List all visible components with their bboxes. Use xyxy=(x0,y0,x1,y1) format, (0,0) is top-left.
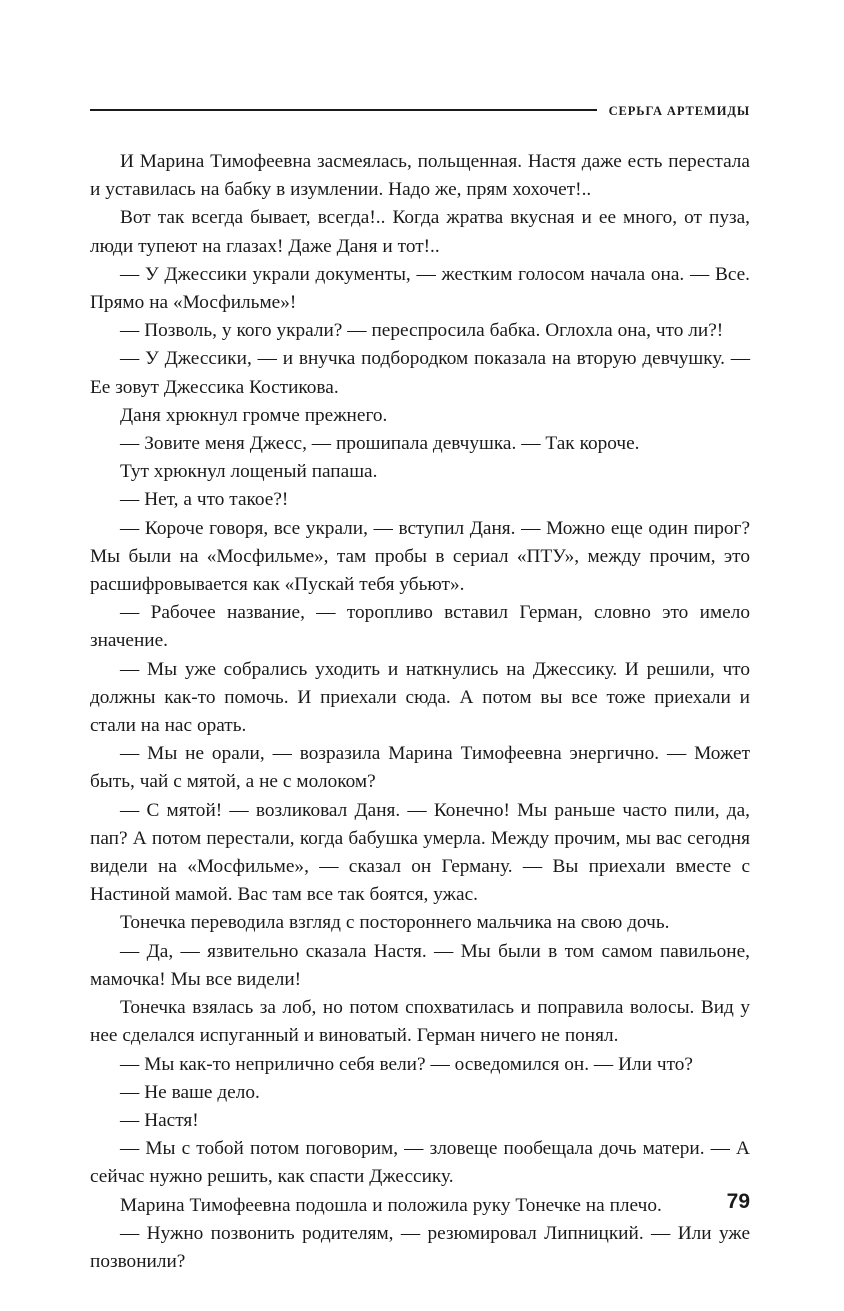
running-title: СЕРЬГА АРТЕМИДЫ xyxy=(608,103,750,118)
paragraph: — Короче говоря, все украли, — вступил Даня. — Можно еще один пирог? Мы были на «Мосфильме», там пробы в сериал «ПТУ», между прочим, это расшифровывается как «Пускай тебя убьют». xyxy=(90,517,750,596)
page-number: 79 xyxy=(726,1190,750,1213)
paragraph: — Не ваше дело. xyxy=(120,1081,260,1103)
paragraph: — Позволь, у кого украли? — переспросила бабка. Оглохла она, что ли?! xyxy=(120,320,724,342)
body-text xyxy=(90,148,750,1276)
paragraph: — У Джессики, — и внучка подбородком показала на вторую девчушку. — Ее зовут Джессика Костикова. xyxy=(90,348,750,398)
paragraph: — Нужно позвонить родителям, — резюмировал Липницкий. — Или уже позвонили? xyxy=(90,1222,750,1272)
paragraph: — Нет, а что такое?! xyxy=(120,489,289,511)
paragraph: — Да, — язвительно сказала Настя. — Мы были в том самом павильоне, мамочка! Мы все видели! xyxy=(90,940,750,990)
paragraph: — Настя! xyxy=(120,1109,199,1131)
header-rule xyxy=(90,109,597,111)
paragraph: — Мы уже собрались уходить и наткнулись на Джессику. И решили, что должны как-то помочь. И приехали сюда. А потом вы все тоже приехали и стали на нас орать. xyxy=(90,658,750,737)
paragraph: — Зовите меня Джесс, — прошипала девчушка. — Так короче. xyxy=(120,433,640,455)
paragraph: — С мятой! — возликовал Даня. — Конечно! Мы раньше часто пили, да, пап? А потом перестали, когда бабушка умерла. Между прочим, мы вас сегодня видели на «Мосфильме», — сказал он Герману. — Вы приехали вместе с Настиной мамой. Вас там все так боятся, ужас. xyxy=(90,799,750,906)
paragraph: И Марина Тимофеевна засмеялась, польщенная. Настя даже есть перестала и уставилась на бабку в изумлении. Надо же, прям хохочет!.. xyxy=(90,151,750,201)
paragraph: — Мы не орали, — возразила Марина Тимофеевна энергично. — Может быть, чай с мятой, а не с молоком? xyxy=(90,743,750,793)
paragraph: Даня хрюкнул громче прежнего. xyxy=(120,404,388,426)
paragraph: Тонечка взялась за лоб, но потом спохватилась и поправила волосы. Вид у нее сделался испуганный и виноватый. Герман ничего не понял. xyxy=(90,997,750,1047)
paragraph: Марина Тимофеевна подошла и положила руку Тонечке на плечо. xyxy=(120,1194,662,1216)
paragraph: — Мы как-то неприлично себя вели? — осведомился он. — Или что? xyxy=(120,1053,693,1075)
running-header xyxy=(90,100,750,122)
paragraph: Тут хрюкнул лощеный папаша. xyxy=(120,461,378,483)
paragraph: Тонечка переводила взгляд с постороннего мальчика на свою дочь. xyxy=(120,912,670,934)
paragraph: — Рабочее название, — торопливо вставил Герман, словно это имело значение. xyxy=(90,602,750,652)
paragraph: Вот так всегда бывает, всегда!.. Когда жратва вкусная и ее много, от пуза, люди тупеют на глазах! Даже Даня и тот!.. xyxy=(90,207,750,257)
page-content xyxy=(90,100,750,1276)
paragraph: — У Джессики украли документы, — жестким голосом начала она. — Все. Прямо на «Мосфильме»! xyxy=(90,263,750,314)
paragraph: — Мы с тобой потом поговорим, — зловеще пообещала дочь матери. — А сейчас нужно решить, как спасти Джессику. xyxy=(90,1138,750,1188)
